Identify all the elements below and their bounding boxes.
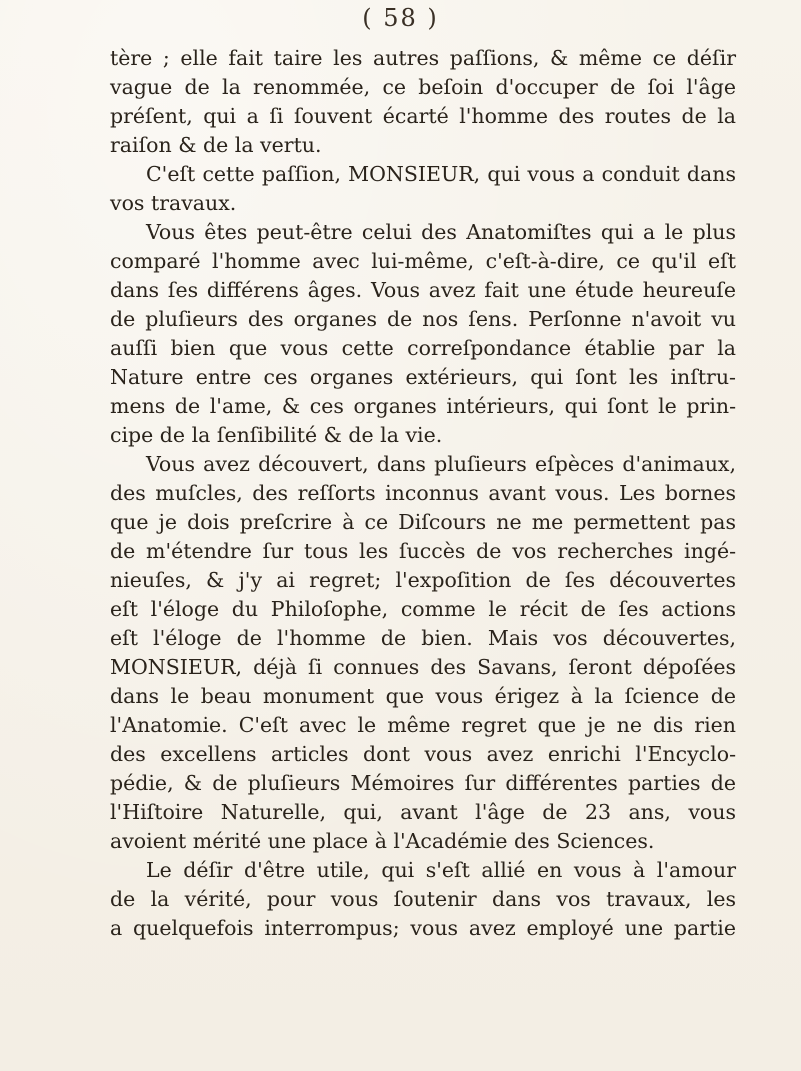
text-line: a quelquefois interrompus; vous avez employé une partie: [110, 916, 736, 940]
text-line: eſt l'éloge du Philoſophe, comme le récit de ſes actions: [110, 597, 736, 621]
text-line: Le déſir d'être utile, qui s'eſt allié en vous à l'amour: [146, 858, 736, 882]
text-line: l'Anatomie. C'eſt avec le même regret que je ne dis rien: [110, 713, 736, 737]
paragraph-3: [110, 218, 736, 450]
text-line: que je dois preſcrire à ce Diſcours ne me permettent pas: [110, 510, 736, 534]
text-line: mens de l'ame, & ces organes intérieurs, qui ſont le prin-: [110, 394, 736, 418]
text-line: des excellens articles dont vous avez enrichi l'Encyclo-: [110, 742, 736, 766]
text-line: tère ; elle fait taire les autres paſſions, & même ce déſir: [110, 46, 736, 70]
text-line: Nature entre ces organes extérieurs, qui ſont les inſtru-: [110, 365, 736, 389]
text-line: avoient mérité une place à l'Académie des Sciences.: [110, 829, 655, 853]
text-line: Vous êtes peut-être celui des Anatomiſtes qui a le plus: [146, 220, 736, 244]
paragraph-1: [110, 44, 736, 160]
paragraph-2: [110, 160, 736, 218]
paragraph-5: [110, 856, 736, 943]
text-line: eſt l'éloge de l'homme de bien. Mais vos découvertes,: [110, 626, 736, 650]
text-line: des muſcles, des reſſorts inconnus avant vous. Les bornes: [110, 481, 736, 505]
text-line: l'Hiſtoire Naturelle, qui, avant l'âge de 23 ans, vous: [110, 800, 736, 824]
text-line: dans ſes différens âges. Vous avez fait une étude heureuſe: [110, 278, 736, 302]
paragraph-4: [110, 450, 736, 856]
text-line: comparé l'homme avec lui-même, c'eſt-à-dire, ce qu'il eſt: [110, 249, 736, 273]
text-line: de pluſieurs des organes de nos ſens. Perſonne n'avoit vu: [110, 307, 736, 331]
page-number: ( 58 ): [362, 4, 439, 32]
text-line: de la vérité, pour vous ſoutenir dans vos travaux, les: [110, 887, 736, 911]
text-line: C'eſt cette paſſion, MONSIEUR, qui vous a conduit dans: [146, 162, 736, 186]
text-line: de m'étendre ſur tous les ſuccès de vos recherches ingé-: [110, 539, 736, 563]
text-line: vague de la renommée, ce beſoin d'occuper de ſoi l'âge: [110, 75, 736, 99]
text-line: raiſon & de la vertu.: [110, 133, 322, 157]
text-line: vos travaux.: [110, 191, 237, 215]
text-line: cipe de la ſenſibilité & de la vie.: [110, 423, 443, 447]
body-text: [110, 44, 736, 943]
text-line: préſent, qui a ſi ſouvent écarté l'homme des routes de la: [110, 104, 736, 128]
text-line: dans le beau monument que vous érigez à la ſcience de: [110, 684, 736, 708]
text-line: Vous avez découvert, dans pluſieurs eſpèces d'animaux,: [146, 452, 736, 476]
text-line: pédie, & de pluſieurs Mémoires ſur différentes parties de: [110, 771, 736, 795]
text-line: MONSIEUR, déjà ſi connues des Savans, ſeront dépoſées: [110, 655, 736, 679]
text-line: auſſi bien que vous cette correſpondance établie par la: [110, 336, 736, 360]
text-line: nieuſes, & j'y ai regret; l'expoſition de ſes découvertes: [110, 568, 736, 592]
